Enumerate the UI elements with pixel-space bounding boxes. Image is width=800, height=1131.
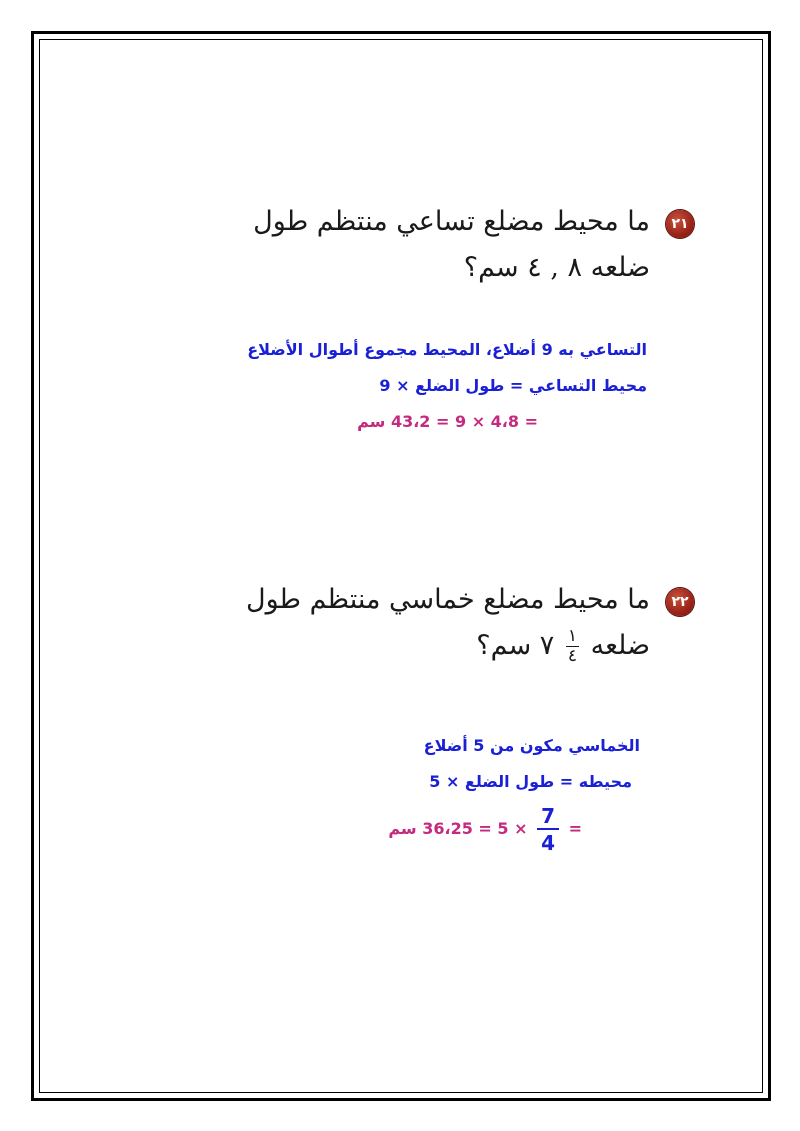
question-22-whole-and-unit: ٧ سم؟ <box>476 630 555 661</box>
answer-21-line-3: = 4،8 × 9 = 43،2 سم <box>357 412 538 431</box>
answer-22-fraction-denominator: 4 <box>541 831 556 855</box>
answer-22-line-3 <box>388 806 582 853</box>
page-border-inner <box>39 39 763 1093</box>
question-21-text-line-1: ما محيط مضلع تساعي منتظم طول <box>253 206 650 237</box>
answer-22-line-1: الخماسي مكون من 5 أضلاع <box>423 736 640 755</box>
answer-22-calculation: × 5 = 36،25 سم <box>388 819 528 838</box>
question-22-mixed-fraction <box>566 628 579 665</box>
question-22-side-label: ضلعه <box>590 630 650 661</box>
question-21-number-badge: ٢١ <box>666 210 694 238</box>
question-22-text-line-2 <box>476 628 650 665</box>
answer-22-line-2: محيطه = طول الضلع × 5 <box>429 772 632 791</box>
answer-21-line-1: التساعي به 9 أضلاع، المحيط مجموع أطوال الأضلاع <box>247 340 647 359</box>
question-22-fraction-denominator: ٤ <box>567 646 578 666</box>
answer-21-line-2: محيط التساعي = طول الضلع × 9 <box>379 376 647 395</box>
answer-22-equals-sign: = <box>568 819 582 838</box>
question-22-fraction-numerator: ١ <box>567 626 578 646</box>
question-22-number-badge: ٢٢ <box>666 588 694 616</box>
answer-22-fraction <box>537 806 559 853</box>
answer-22-fraction-numerator: 7 <box>537 806 559 830</box>
question-21-text-line-2: ضلعه ٨ , ٤ سم؟ <box>463 252 650 283</box>
question-22-text-line-1: ما محيط مضلع خماسي منتظم طول <box>245 584 650 615</box>
